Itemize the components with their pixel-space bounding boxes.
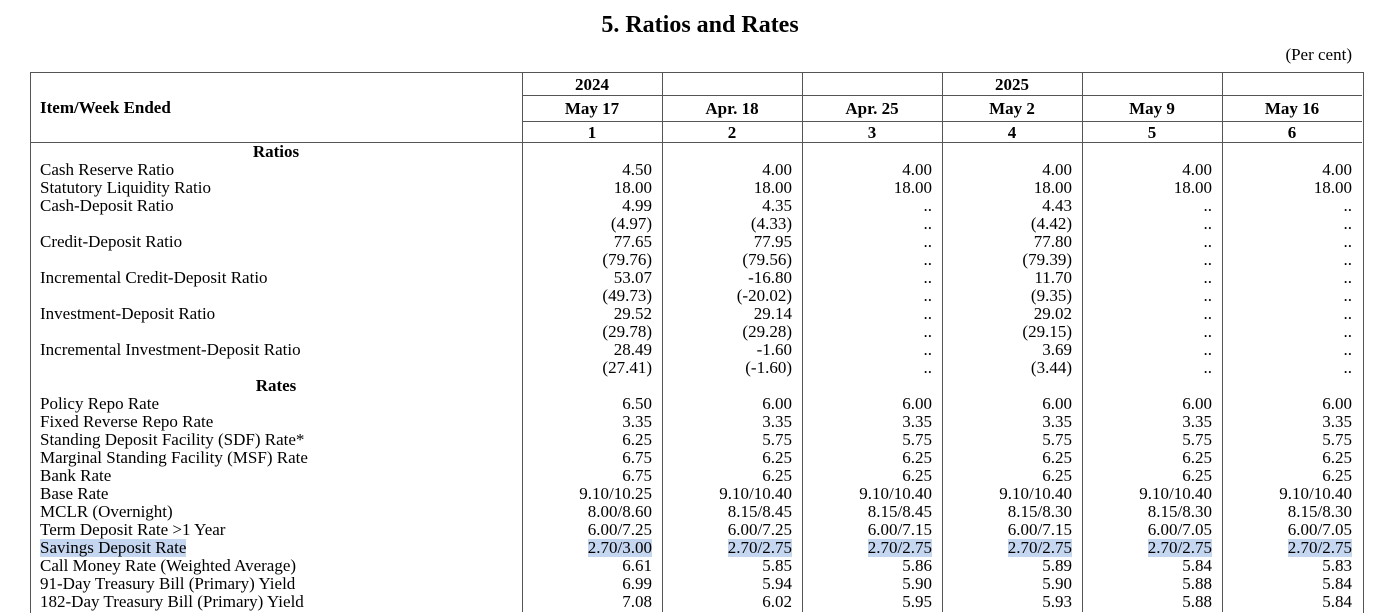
page-title: 5. Ratios and Rates (601, 12, 799, 38)
table-cell: 2.70/3.00 (587, 538, 652, 557)
table-cell: (4.33) (750, 214, 792, 233)
table-cell: .. (923, 358, 932, 377)
table-cell: 6.25 (1322, 448, 1352, 467)
table-cell: 5.84 (1182, 556, 1212, 575)
table-cell: 18.00 (1173, 178, 1212, 197)
table-cell: 9.10/10.40 (1139, 484, 1212, 503)
table-cell: .. (923, 304, 932, 323)
row-label: 91-Day Treasury Bill (Primary) Yield (40, 574, 296, 593)
table-cell: 6.00 (1182, 394, 1212, 413)
row-label: Fixed Reverse Repo Rate (40, 412, 214, 431)
table-cell: 5.84 (1322, 592, 1352, 611)
table-cell: .. (923, 250, 932, 269)
table-cell: .. (1203, 268, 1212, 287)
table-cell: (9.35) (1030, 286, 1072, 305)
table-cell: 5.85 (762, 556, 792, 575)
table-cell: 2.70/2.75 (1147, 538, 1212, 557)
table-cell: 6.25 (762, 448, 792, 467)
table-cell: 6.61 (622, 556, 652, 575)
table-cell: 3.69 (1042, 340, 1072, 359)
table-cell: 5.75 (1322, 430, 1352, 449)
table-cell: 4.99 (622, 196, 652, 215)
table-cell: 28.49 (613, 340, 652, 359)
row-label: Policy Repo Rate (40, 394, 159, 413)
row-label: Base Rate (40, 484, 109, 503)
table-cell: (79.56) (742, 250, 792, 269)
table-cell: 6.25 (1322, 466, 1352, 485)
table-cell: 9.10/10.40 (719, 484, 792, 503)
column-number: 6 (1287, 123, 1297, 142)
table-cell: 4.00 (762, 160, 792, 179)
table-cell: 2.70/2.75 (1287, 538, 1352, 557)
table-cell: 8.15/8.30 (1287, 502, 1352, 521)
column-number: 3 (867, 123, 877, 142)
table-cell: 2.70/2.75 (867, 538, 932, 557)
row-label: Savings Deposit Rate (40, 538, 187, 557)
table-cell: .. (1203, 250, 1212, 269)
table-cell: .. (923, 286, 932, 305)
table-cell: .. (1343, 286, 1352, 305)
row-label: Term Deposit Rate >1 Year (40, 520, 226, 539)
row-label: Credit-Deposit Ratio (40, 232, 183, 251)
table-cell: 6.25 (1042, 448, 1072, 467)
table-cell: 18.00 (753, 178, 792, 197)
table-cell: .. (923, 214, 932, 233)
column-number: 4 (1007, 123, 1017, 142)
table-cell: 77.80 (1033, 232, 1072, 251)
table-cell: .. (1343, 340, 1352, 359)
table-cell: 6.00 (1322, 394, 1352, 413)
table-cell: 8.15/8.30 (1007, 502, 1072, 521)
column-number: 1 (587, 123, 597, 142)
table-cell: .. (1343, 322, 1352, 341)
table-cell: .. (1203, 196, 1212, 215)
table-cell: 5.94 (762, 574, 792, 593)
table-cell: .. (1343, 196, 1352, 215)
table-cell: 3.35 (902, 412, 932, 431)
table-cell: (27.41) (602, 358, 652, 377)
table-cell: .. (923, 340, 932, 359)
table-cell: 29.14 (753, 304, 792, 323)
column-divider (802, 72, 803, 612)
table-cell: 5.75 (1182, 430, 1212, 449)
table-cell: (79.39) (1022, 250, 1072, 269)
table-cell: 29.52 (613, 304, 652, 323)
table-cell: 6.00 (902, 394, 932, 413)
row-label: Call Money Rate (Weighted Average) (40, 556, 297, 575)
table-cell: 6.75 (622, 466, 652, 485)
table-cell: 9.10/10.40 (999, 484, 1072, 503)
table-cell: 5.90 (1042, 574, 1072, 593)
table-cell: .. (1203, 286, 1212, 305)
column-number: 2 (727, 123, 737, 142)
table-cell: 6.00/7.25 (587, 520, 652, 539)
table-cell: 6.75 (622, 448, 652, 467)
table-cell: .. (1203, 322, 1212, 341)
table-cell: 6.00/7.05 (1147, 520, 1212, 539)
table-cell: 3.35 (1322, 412, 1352, 431)
row-label: Marginal Standing Facility (MSF) Rate (40, 448, 308, 467)
year-2025-header: 2025 (995, 75, 1029, 94)
table-cell: 77.65 (613, 232, 652, 251)
table-cell: (4.97) (610, 214, 652, 233)
table-cell: 6.25 (1182, 448, 1212, 467)
table-cell: 8.00/8.60 (587, 502, 652, 521)
year-2024-header: 2024 (575, 75, 609, 94)
table-cell: 6.00/7.15 (867, 520, 932, 539)
table-cell: 5.89 (1042, 556, 1072, 575)
table-cell: 5.88 (1182, 592, 1212, 611)
table-cell: 6.25 (1182, 466, 1212, 485)
table-cell: 9.10/10.25 (579, 484, 652, 503)
table-cell: 18.00 (893, 178, 932, 197)
table-cell: 3.35 (622, 412, 652, 431)
table-cell: 6.50 (622, 394, 652, 413)
item-week-header: Item/Week Ended (40, 98, 171, 117)
table-cell: .. (1343, 232, 1352, 251)
table-cell: 2.70/2.75 (727, 538, 792, 557)
table-cell: .. (1343, 358, 1352, 377)
table-cell: 6.00 (1042, 394, 1072, 413)
table-cell: 4.00 (1042, 160, 1072, 179)
week-header: May 16 (1264, 99, 1320, 118)
row-label: 182-Day Treasury Bill (Primary) Yield (40, 592, 304, 611)
table-cell: 5.95 (902, 592, 932, 611)
table-cell: (-1.60) (745, 358, 792, 377)
table-cell: 5.75 (902, 430, 932, 449)
table-cell: 4.00 (1182, 160, 1212, 179)
row-label: MCLR (Overnight) (40, 502, 173, 521)
table-cell: 5.90 (902, 574, 932, 593)
table-cell: 11.70 (1034, 268, 1072, 287)
table-cell: 9.10/10.40 (1279, 484, 1352, 503)
row-label: Investment-Deposit Ratio (40, 304, 216, 323)
table-cell: 2.70/2.75 (1007, 538, 1072, 557)
column-divider (522, 72, 523, 612)
table-cell: 7.08 (622, 592, 652, 611)
table-cell: (79.76) (602, 250, 652, 269)
column-divider (1082, 72, 1083, 612)
table-cell: (29.78) (602, 322, 652, 341)
table-cell: .. (1343, 268, 1352, 287)
table-cell: 3.35 (762, 412, 792, 431)
table-cell: 5.86 (902, 556, 932, 575)
table-cell: 6.00/7.25 (727, 520, 792, 539)
section-rates: Rates (255, 376, 297, 395)
table-cell: 4.00 (1322, 160, 1352, 179)
week-header: May 17 (564, 99, 620, 118)
table-cell: 18.00 (613, 178, 652, 197)
table-cell: 8.15/8.45 (727, 502, 792, 521)
row-label: Statutory Liquidity Ratio (40, 178, 211, 197)
row-label: Cash-Deposit Ratio (40, 196, 174, 215)
table-cell: 5.83 (1322, 556, 1352, 575)
table-cell: 53.07 (613, 268, 652, 287)
table-cell: .. (1203, 214, 1212, 233)
table-cell: 18.00 (1033, 178, 1072, 197)
table-cell: 6.25 (762, 466, 792, 485)
row-label: Incremental Credit-Deposit Ratio (40, 268, 268, 287)
table-cell: -16.80 (748, 268, 792, 287)
table-cell: 6.00/7.05 (1287, 520, 1352, 539)
column-divider (942, 72, 943, 612)
table-cell: .. (1203, 358, 1212, 377)
table-cell: (29.28) (742, 322, 792, 341)
table-cell: .. (923, 196, 932, 215)
column-divider (662, 72, 663, 612)
table-cell: 4.50 (622, 160, 652, 179)
table-cell: 6.99 (622, 574, 652, 593)
table-cell: 6.25 (1042, 466, 1072, 485)
row-label: Standing Deposit Facility (SDF) Rate* (40, 430, 305, 449)
table-cell: .. (923, 322, 932, 341)
table-cell: 29.02 (1033, 304, 1072, 323)
week-header: Apr. 18 (705, 99, 759, 118)
table-cell: 3.35 (1182, 412, 1212, 431)
table-cell: 6.25 (902, 466, 932, 485)
table-cell: 6.00 (762, 394, 792, 413)
table-cell: 8.15/8.45 (867, 502, 932, 521)
table-cell: .. (1343, 214, 1352, 233)
table-cell: .. (1343, 304, 1352, 323)
header-divider (522, 121, 1362, 122)
row-label: Bank Rate (40, 466, 112, 485)
table-cell: 6.02 (762, 592, 792, 611)
table-cell: 77.95 (753, 232, 792, 251)
table-cell: -1.60 (756, 340, 792, 359)
table-cell: .. (1343, 250, 1352, 269)
table-cell: 18.00 (1313, 178, 1352, 197)
table-cell: (4.42) (1030, 214, 1072, 233)
week-header: May 9 (1129, 99, 1175, 118)
table-cell: 4.43 (1042, 196, 1072, 215)
table-cell: (3.44) (1030, 358, 1072, 377)
table-cell: 5.75 (1042, 430, 1072, 449)
table-cell: 9.10/10.40 (859, 484, 932, 503)
header-divider (522, 95, 1362, 96)
column-number: 5 (1147, 123, 1157, 142)
table-cell: 6.25 (622, 430, 652, 449)
table-cell: 6.25 (902, 448, 932, 467)
table-cell: 5.84 (1322, 574, 1352, 593)
table-cell: 4.35 (762, 196, 792, 215)
table-cell: .. (923, 268, 932, 287)
table-cell: 3.35 (1042, 412, 1072, 431)
column-divider (1222, 72, 1223, 612)
row-label: Cash Reserve Ratio (40, 160, 175, 179)
table-cell: .. (1203, 232, 1212, 251)
table-cell: .. (1203, 304, 1212, 323)
table-cell: (49.73) (602, 286, 652, 305)
table-cell: (-20.02) (736, 286, 792, 305)
table-cell: (29.15) (1022, 322, 1072, 341)
table-cell: 4.00 (902, 160, 932, 179)
table-cell: 5.93 (1042, 592, 1072, 611)
table-cell: 5.88 (1182, 574, 1212, 593)
table-cell: .. (1203, 340, 1212, 359)
table-cell: 6.00/7.15 (1007, 520, 1072, 539)
section-ratios: Ratios (252, 142, 300, 161)
row-label: Incremental Investment-Deposit Ratio (40, 340, 301, 359)
week-header: Apr. 25 (845, 99, 899, 118)
week-header: May 2 (989, 99, 1035, 118)
unit-note: (Per cent) (1285, 45, 1352, 64)
table-cell: .. (923, 232, 932, 251)
table-cell: 5.75 (762, 430, 792, 449)
table-cell: 8.15/8.30 (1147, 502, 1212, 521)
